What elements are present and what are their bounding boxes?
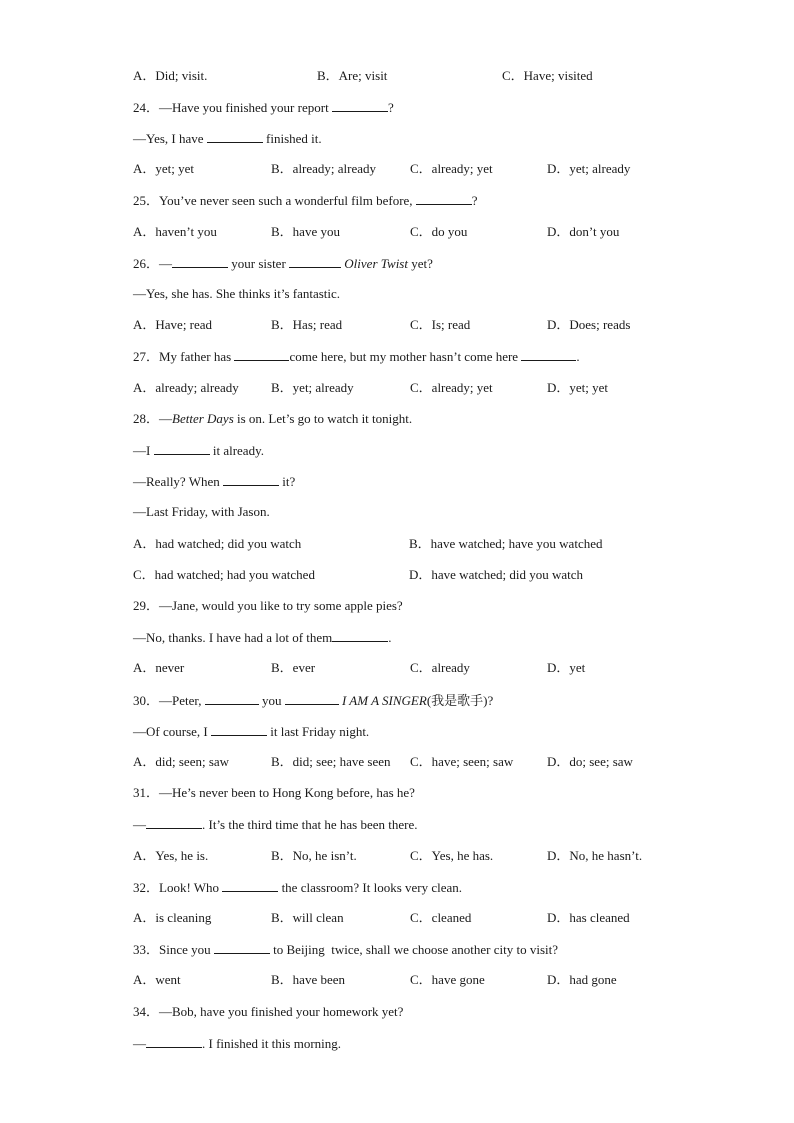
q23-options — [133, 68, 753, 84]
q28-option-c[interactable]: C．had watched; had you watched — [133, 567, 315, 582]
q23-option-a[interactable]: A．Did; visit. — [133, 68, 208, 83]
q28-option-b[interactable]: B．have watched; have you watched — [409, 536, 603, 551]
answer-blank — [146, 1035, 202, 1048]
q27-options — [133, 380, 753, 396]
q27-option-c[interactable]: C．already; yet — [410, 380, 493, 395]
q31-options — [133, 848, 753, 864]
q29-stem: 29．—Jane, would you like to try some apple pies? — [133, 598, 403, 613]
q31-option-b[interactable]: B．No, he isn’t. — [271, 848, 357, 863]
answer-blank — [332, 99, 388, 112]
q24-options — [133, 161, 753, 177]
q33-option-c[interactable]: C．have gone — [410, 972, 485, 987]
q28-stem: 28．—Better Days is on. Let’s go to watch it tonight. — [133, 411, 413, 426]
q28-option-d[interactable]: D．have watched; did you watch — [409, 567, 584, 582]
answer-blank — [289, 255, 341, 268]
answer-blank — [172, 255, 228, 268]
q23-option-b[interactable]: B．Are; visit — [317, 68, 388, 83]
q29-option-c[interactable]: C．already — [410, 660, 470, 675]
q33-option-d[interactable]: D．had gone — [547, 972, 617, 987]
q32-option-c[interactable]: C．cleaned — [410, 910, 472, 925]
q25-stem: 25．You’ve never seen such a wonderful film before, ? — [133, 193, 478, 208]
show-title: I AM A SINGER — [341, 693, 427, 708]
q33-stem: 33．Since you to Beijing twice, shall we choose another city to visit? — [133, 942, 558, 957]
q32-option-a[interactable]: A．is cleaning — [133, 910, 212, 925]
q32-option-d[interactable]: D．has cleaned — [547, 910, 630, 925]
q31-reply: — . It’s the third time that he has been there. — [133, 817, 418, 832]
q28-options-row2 — [133, 567, 753, 583]
q25-option-b[interactable]: B．have you — [271, 224, 340, 239]
q27-option-d[interactable]: D．yet; yet — [547, 380, 609, 395]
answer-blank — [214, 941, 270, 954]
q27-stem: 27．My father has come here, but my mother hasn’t come here . — [133, 349, 580, 364]
q30-option-b[interactable]: B．did; see; have seen — [271, 754, 391, 769]
q24-option-c[interactable]: C．already; yet — [410, 161, 493, 176]
q24-option-d[interactable]: D．yet; already — [547, 161, 631, 176]
film-title: Better Days — [172, 411, 234, 426]
q30-option-a[interactable]: A．did; seen; saw — [133, 754, 230, 769]
q29-option-b[interactable]: B．ever — [271, 660, 316, 675]
q24-reply: —Yes, I have finished it. — [133, 131, 322, 146]
q29-option-d[interactable]: D．yet — [547, 660, 586, 675]
q30-stem: 30．—Peter, you I AM A SINGER(我是歌手)? — [133, 693, 494, 708]
answer-blank — [223, 473, 279, 486]
q28-line-2: —I it already. — [133, 443, 264, 458]
q32-option-b[interactable]: B．will clean — [271, 910, 344, 925]
q28-options-row1 — [133, 536, 753, 552]
q32-stem: 32．Look! Who the classroom? It looks very clean. — [133, 880, 463, 895]
q26-stem: 26．— your sister Oliver Twist yet? — [133, 256, 433, 271]
q24-option-b[interactable]: B．already; already — [271, 161, 377, 176]
q26-option-c[interactable]: C．Is; read — [410, 317, 471, 332]
q26-reply: —Yes, she has. She thinks it’s fantastic. — [133, 286, 341, 301]
q26-options — [133, 317, 753, 333]
q29-options — [133, 660, 753, 676]
q25-options — [133, 224, 753, 240]
answer-blank — [154, 442, 210, 455]
q25-option-d[interactable]: D．don’t you — [547, 224, 620, 239]
q25-option-c[interactable]: C．do you — [410, 224, 468, 239]
q25-option-a[interactable]: A．haven’t you — [133, 224, 217, 239]
q30-reply: —Of course, I it last Friday night. — [133, 724, 370, 739]
q31-stem: 31．—He’s never been to Hong Kong before, has he? — [133, 785, 415, 800]
answer-blank — [416, 192, 472, 205]
q31-option-c[interactable]: C．Yes, he has. — [410, 848, 494, 863]
q30-option-d[interactable]: D．do; see; saw — [547, 754, 633, 769]
q28-line-3: —Really? When it? — [133, 474, 296, 489]
q24-stem: 24．—Have you finished your report ? — [133, 100, 394, 115]
q23-option-c[interactable]: C．Have; visited — [502, 68, 593, 83]
answer-blank — [234, 348, 289, 361]
q34-stem: 34．—Bob, have you finished your homework yet? — [133, 1004, 404, 1019]
answer-blank — [521, 348, 576, 361]
q31-option-d[interactable]: D．No, he hasn’t. — [547, 848, 643, 863]
q33-options — [133, 972, 753, 988]
q29-option-a[interactable]: A．never — [133, 660, 185, 675]
answer-blank — [332, 629, 388, 642]
q33-option-a[interactable]: A．went — [133, 972, 181, 987]
book-title: Oliver Twist — [344, 256, 408, 271]
q24-option-a[interactable]: A．yet; yet — [133, 161, 195, 176]
q28-option-a[interactable]: A．had watched; did you watch — [133, 536, 302, 551]
q27-option-b[interactable]: B．yet; already — [271, 380, 354, 395]
answer-blank — [146, 816, 202, 829]
answer-blank — [207, 130, 263, 143]
answer-blank — [285, 692, 339, 705]
q33-option-b[interactable]: B．have been — [271, 972, 346, 987]
q32-options — [133, 910, 753, 926]
q27-option-a[interactable]: A．already; already — [133, 380, 239, 395]
q26-option-d[interactable]: D．Does; reads — [547, 317, 631, 332]
answer-blank — [222, 879, 278, 892]
q26-option-a[interactable]: A．Have; read — [133, 317, 213, 332]
q34-reply: — . I finished it this morning. — [133, 1036, 342, 1051]
q29-reply: —No, thanks. I have had a lot of them . — [133, 630, 392, 645]
answer-blank — [211, 723, 267, 736]
q30-options — [133, 754, 753, 770]
q26-option-b[interactable]: B．Has; read — [271, 317, 343, 332]
q31-option-a[interactable]: A．Yes, he is. — [133, 848, 209, 863]
q28-line-4: —Last Friday, with Jason. — [133, 504, 270, 519]
answer-blank — [205, 692, 259, 705]
q30-option-c[interactable]: C．have; seen; saw — [410, 754, 514, 769]
